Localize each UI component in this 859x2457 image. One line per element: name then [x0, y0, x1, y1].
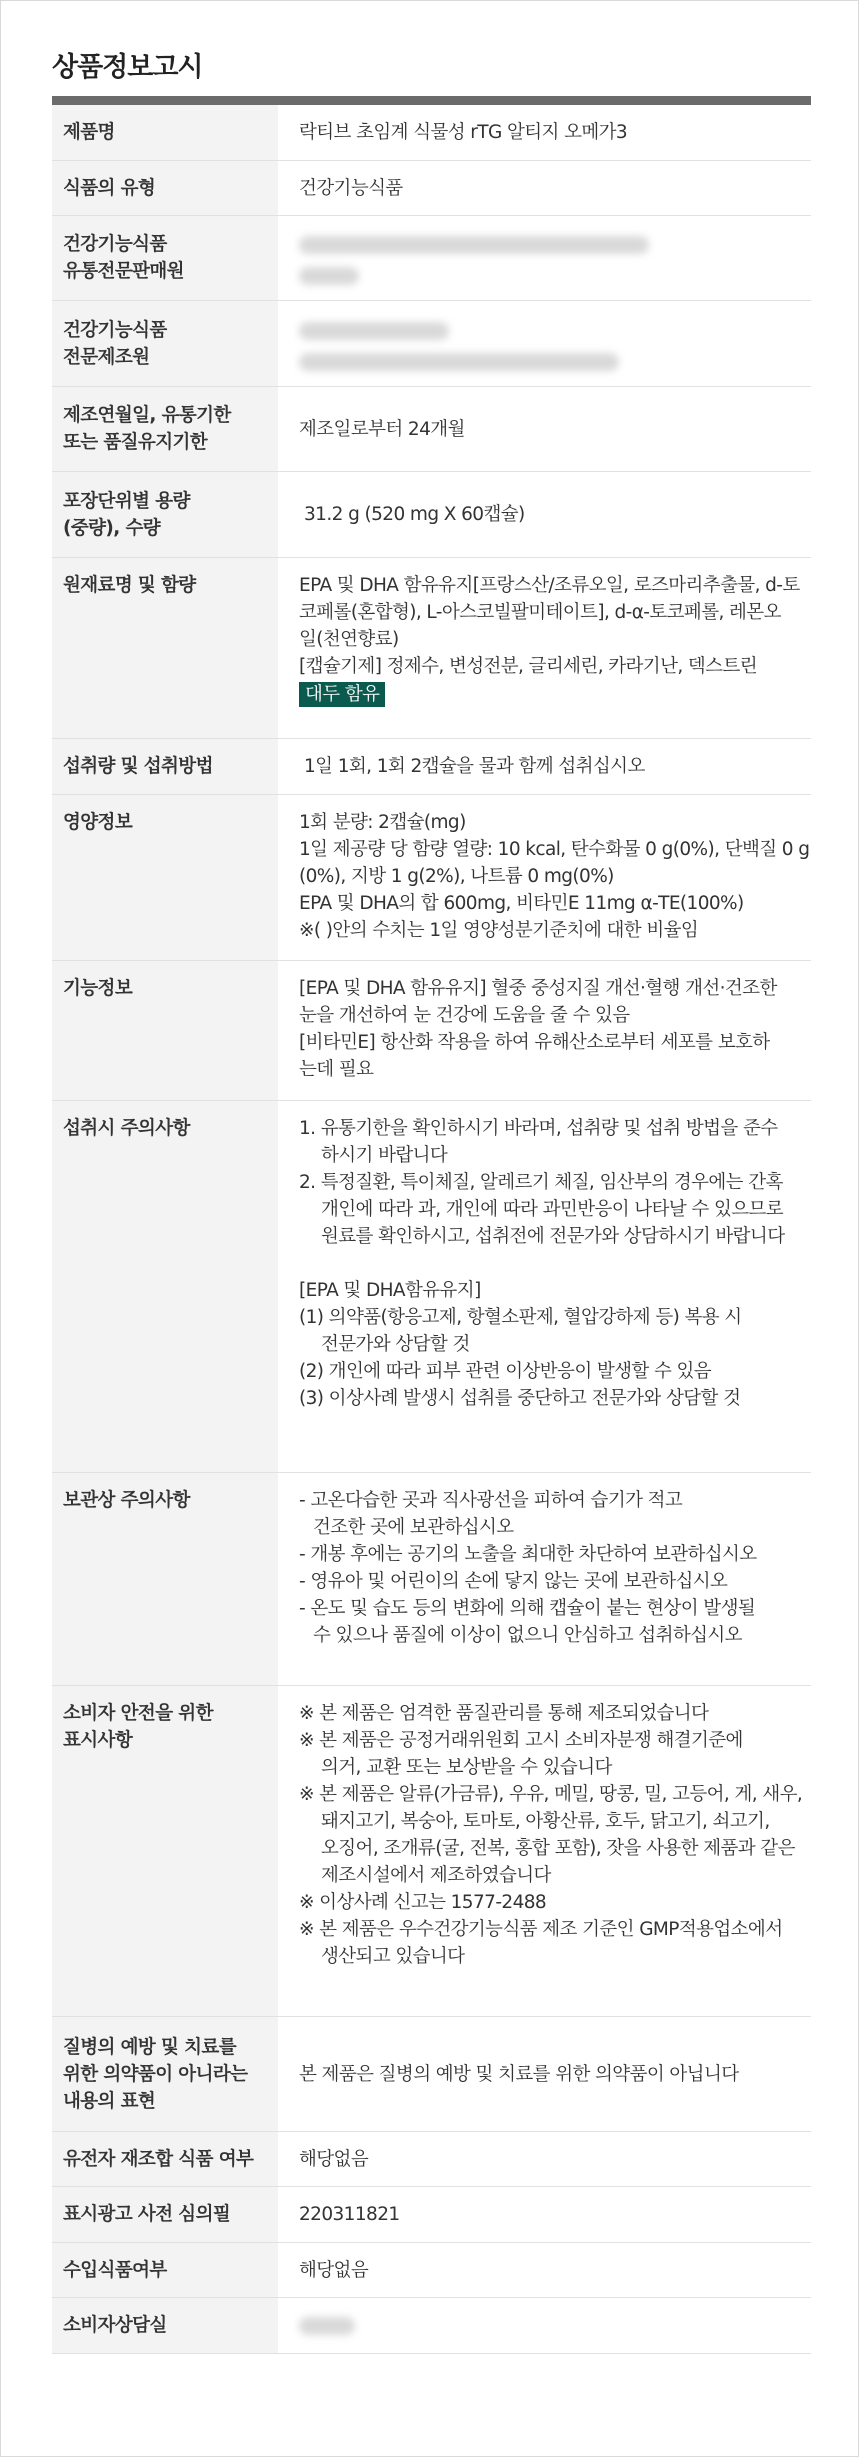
row-label: 유전자 재조합 식품 여부: [52, 2132, 278, 2186]
row-value: [278, 1473, 811, 1685]
label-line: 내용의 표현: [63, 2090, 156, 2112]
text-line: ※ 본 제품은 알류(가금류), 우유, 메밀, 땅콩, 밀, 고등어, 게, 새우,: [299, 1784, 803, 1805]
row-label: [52, 1686, 278, 2016]
text-line: [캡슐기제] 정제수, 변성전분, 글리세린, 카라기난, 덱스트린: [299, 656, 757, 677]
table-row-ingredients: [52, 558, 811, 739]
label-line: 제조연월일, 유통기한: [63, 405, 231, 426]
text-line: (1) 의약품(항응고제, 항혈소판제, 혈압강하제 등) 복용 시: [299, 1307, 742, 1328]
text-line: EPA 및 DHA 함유유지[프랑스산/조류오일, 로즈마리추출물, d-토: [299, 575, 800, 596]
text-line: 2. 특정질환, 특이체질, 알레르기 체질, 임산부의 경우에는 간혹: [299, 1172, 783, 1193]
text-line: 1회 분량: 2캡슐(mg): [299, 812, 466, 833]
row-label: 제품명: [52, 105, 278, 160]
table-row-disease: [52, 2017, 811, 2132]
row-label: 섭취시 주의사항: [52, 1101, 278, 1472]
text-line: 눈을 개선하여 눈 건강에 도움을 줄 수 있음: [299, 1005, 630, 1026]
row-label: 표시광고 사전 심의필: [52, 2187, 278, 2242]
row-label: 기능정보: [52, 961, 278, 1100]
label-line: 위한 의약품이 아니라는: [63, 2063, 248, 2085]
table-row-safety: [52, 1686, 811, 2017]
row-label: [52, 2017, 278, 2131]
text-line: ※ 본 제품은 우수건강기능식품 제조 기준인 GMP적용업소에서: [299, 1919, 783, 1940]
redacted-text: [299, 267, 359, 285]
redacted-text: [299, 236, 649, 254]
row-value: 건강기능식품: [299, 177, 403, 199]
product-info-table: [52, 105, 811, 2354]
text-line: ※ 본 제품은 엄격한 품질관리를 통해 제조되었습니다: [299, 1703, 709, 1724]
row-value: 해당없음: [299, 2148, 369, 2170]
text-line: EPA 및 DHA의 합 600mg, 비타민E 11mg α-TE(100%): [299, 893, 744, 914]
table-row-expiry: [52, 387, 811, 472]
text-line: ※ 본 제품은 공정거래위원회 고시 소비자분쟁 해결기준에: [299, 1730, 743, 1751]
table-row-gmo: [52, 2132, 811, 2187]
table-row-food-type: [52, 161, 811, 216]
row-label: 원재료명 및 함량: [52, 558, 278, 738]
row-label: 보관상 주의사항: [52, 1473, 278, 1685]
row-label: [52, 387, 278, 471]
text-line: 1. 유통기한을 확인하시기 바라며, 섭취량 및 섭취 방법을 준수: [299, 1118, 778, 1139]
redacted-text: [299, 322, 449, 340]
row-label: 섭취량 및 섭취방법: [52, 739, 278, 794]
table-row-caution: [52, 1101, 811, 1473]
redacted-text: [299, 2317, 355, 2335]
label-line: 유통전문판매원: [63, 261, 184, 282]
row-value: 본 제품은 질병의 예방 및 치료를 위한 의약품이 아닙니다: [299, 2063, 739, 2085]
text-line: 일(천연향료): [299, 629, 399, 650]
text-line: 는데 필요: [299, 1059, 374, 1080]
text-line: - 온도 및 습도 등의 변화에 의해 캡슐이 붙는 현상이 발생될: [299, 1598, 756, 1619]
text-line: 돼지고기, 복숭아, 토마토, 아황산류, 호두, 닭고기, 쇠고기,: [321, 1811, 770, 1832]
row-value: [278, 795, 827, 960]
row-value-redacted: [278, 2298, 811, 2353]
row-label: 영양정보: [52, 795, 278, 960]
label-line: 전문제조원: [63, 346, 150, 368]
text-line: 건조한 곳에 보관하십시오: [313, 1517, 514, 1538]
text-line: 1일 제공량 당 함량 열량: 10 kcal, 탄수화물 0 g(0%), 단백질 0 g: [299, 839, 810, 860]
table-row-intake: [52, 739, 811, 795]
text-line: ※( )안의 수치는 1일 영양성분기준치에 대한 비율임: [299, 920, 699, 941]
label-line: 질병의 예방 및 치료를: [63, 2036, 236, 2058]
row-label: 식품의 유형: [52, 161, 278, 215]
row-value: 31.2 g (520 mg X 60캡슐): [304, 504, 525, 525]
text-line: 생산되고 있습니다: [321, 1946, 465, 1967]
label-line: 포장단위별 용량: [63, 490, 190, 512]
text-line: [EPA 및 DHA 함유유지] 혈중 중성지질 개선·혈행 개선·건조한: [299, 978, 777, 999]
table-row-storage: [52, 1473, 811, 1686]
table-row-product-name: [52, 105, 811, 161]
spacer: [299, 1250, 793, 1277]
table-row-distributor: [52, 216, 811, 301]
label-line: 표시사항: [63, 1730, 133, 1751]
table-row-function: [52, 961, 811, 1101]
label-line: 또는 품질유지기한: [63, 432, 208, 453]
label-line: 소비자 안전을 위한: [63, 1703, 213, 1724]
row-value: 락티브 초임계 식물성 rTG 알티지 오메가3: [299, 122, 628, 143]
row-value: [278, 961, 811, 1100]
row-label: [52, 216, 278, 300]
redacted-text: [299, 353, 619, 371]
text-line: 제조시설에서 제조하였습니다: [321, 1865, 551, 1886]
table-row-nutrition: [52, 795, 811, 961]
table-row-package: [52, 472, 811, 558]
row-label: 수입식품여부: [52, 2243, 278, 2297]
row-value-redacted: [278, 216, 811, 300]
row-label: 소비자상담실: [52, 2298, 278, 2353]
label-line: (중량), 수량: [63, 517, 161, 539]
row-value: 220311821: [299, 2204, 400, 2225]
text-line: 개인에 따라 과, 개인에 따라 과민반응이 나타날 수 있으므로: [321, 1199, 784, 1220]
text-line: - 고온다습한 곳과 직사광선을 피하여 습기가 적고: [299, 1490, 683, 1511]
table-row-manufacturer: [52, 301, 811, 387]
label-line: 건강기능식품: [63, 234, 167, 255]
text-line: - 개봉 후에는 공기의 노출을 최대한 차단하여 보관하십시오: [299, 1544, 757, 1565]
text-line: [비타민E] 항산화 작용을 하여 유해산소로부터 세포를 보호하: [299, 1032, 770, 1053]
text-line: - 영유아 및 어린이의 손에 닿지 않는 곳에 보관하십시오: [299, 1571, 728, 1592]
row-value: 1일 1회, 1회 2캡슐을 물과 함께 섭취십시오: [304, 756, 645, 777]
text-line: [EPA 및 DHA함유유지]: [299, 1280, 481, 1301]
page-title: 상품정보고시: [52, 52, 203, 83]
row-value: [278, 1686, 820, 2016]
text-line: (0%), 지방 1 g(2%), 나트륨 0 mg(0%): [299, 866, 614, 887]
row-label: [52, 472, 278, 557]
label-line: 건강기능식품: [63, 319, 167, 341]
allergen-badge: 대두 함유: [299, 682, 385, 707]
table-row-import: [52, 2243, 811, 2298]
row-value: 제조일로부터 24개월: [299, 418, 465, 440]
text-line: 코페롤(혼합형), L-아스코빌팔미테이트], d-α-토코페롤, 레몬오: [299, 602, 781, 623]
text-line: 오징어, 조개류(굴, 전복, 홍합 포함), 잣을 사용한 제품과 같은: [321, 1838, 795, 1859]
table-row-ad-review: [52, 2187, 811, 2243]
text-line: 의거, 교환 또는 보상받을 수 있습니다: [321, 1757, 612, 1778]
text-line: 수 있으나 품질에 이상이 없으니 안심하고 섭취하십시오: [313, 1625, 742, 1646]
row-value: 해당없음: [299, 2259, 369, 2281]
table-row-service: [52, 2298, 811, 2354]
title-divider: [52, 96, 811, 105]
row-label: [52, 301, 278, 386]
row-value-redacted: [278, 301, 811, 386]
text-line: 하시기 바랍니다: [321, 1145, 448, 1166]
text-line: (3) 이상사례 발생시 섭취를 중단하고 전문가와 상담할 것: [299, 1388, 741, 1409]
row-value: [278, 1101, 811, 1472]
text-line: ※ 이상사례 신고는 1577-2488: [299, 1892, 547, 1913]
text-line: 전문가와 상담할 것: [321, 1334, 470, 1355]
text-line: (2) 개인에 따라 피부 관련 이상반응이 발생할 수 있음: [299, 1361, 712, 1382]
row-value: [278, 558, 818, 738]
text-line: 원료를 확인하시고, 섭취전에 전문가와 상담하시기 바랍니다: [321, 1226, 785, 1247]
